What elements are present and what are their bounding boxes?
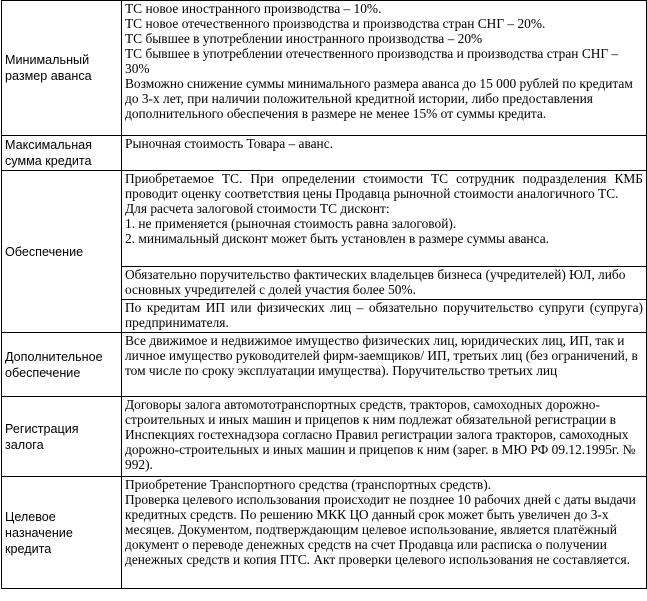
row-content (122, 136, 647, 171)
text-line: Договоры залога автомототранспортных средств, тракторов, самоходных дорожно-строительных и иных машин и прицепов к ним подлежат обязательной регистрации в Инспекциях гостехнадзора согласно Правил регистрации залога тракторов, самоходных дорожно-строительных и иных машин и прицепов к ним (зарег. в МЮ РФ 09.12.1995г. № 992). (125, 397, 636, 472)
row-content (122, 267, 647, 300)
row-label: Дополнительное обеспечение (2, 333, 122, 397)
text-line: ТС новое иностранного производства – 10%. (125, 1, 382, 16)
loan-terms-table (1, 0, 647, 589)
text-line: ТС новое отечественного производства и производства стран СНГ – 20%. (125, 16, 546, 31)
text-line: 2. минимальный дисконт может быть установлен в размере суммы аванса. (125, 231, 549, 246)
row-content (122, 1, 647, 136)
text-line: Рыночная стоимость Товара – аванс. (125, 136, 334, 151)
table-row (2, 1, 647, 136)
row-label: Обеспечение (2, 171, 122, 333)
text-line: Обязательно поручительство фактических владельцев бизнеса (учредителей) ЮЛ, либо основных учредителей с долей участия более 50%. (125, 267, 626, 297)
table-row (2, 136, 647, 171)
text-line: По кредитам ИП или физических лиц – обязательно поручительство супруги (супруга) предпринимателя. (125, 300, 643, 330)
text-line: ТС бывшее в употреблении иностранного производства – 20% (125, 31, 483, 46)
table-row (2, 333, 647, 397)
row-label: Максимальная сумма кредита (2, 136, 122, 171)
text-line: Проверка целевого использования происходит не позднее 10 рабочих дней с даты выдачи кредитных средств. По решению МКК ЦО данный срок может быть увеличен до 3-х месяцев. Документом, подтверждающим целевое использование, является платёжный документ о переводе денежных средств на счет Продавца или расписка о получении денежных средств и копия ПТС. Акт проверки целевого использования не составляется. (125, 492, 636, 567)
row-content (122, 397, 647, 477)
row-label: Регистрация залога (2, 397, 122, 477)
text-line: Для расчета залоговой стоимости ТС дисконт: (125, 201, 390, 216)
text-line: Возможно снижение суммы минимального размера аванса до 15 000 рублей по кредитам до 3-х лет, при наличии положительной кредитной истории, либо предоставления дополнительного обеспечения в размере не менее 15% от суммы кредита. (125, 76, 633, 121)
text-line: Все движимое и недвижимое имущество физических лиц, юридических лиц, ИП, так и личное имущество руководителей фирм-заемщиков/ ИП, третьих лиц (без ограничений, в том числе по сроку эксплуатации имущества). Поручительство третьих лиц (125, 333, 638, 378)
row-content (122, 171, 647, 267)
text-line: ТС бывшее в употреблении отечественного производства и производства стран СНГ – 30% (125, 46, 619, 76)
text-line: Приобретение Транспортного средства (транспортных средств). (125, 477, 492, 492)
row-content (122, 477, 647, 589)
text-line: 1. не применяется (рыночная стоимость равна залоговой). (125, 216, 457, 231)
row-label: Целевое назначение кредита (2, 477, 122, 589)
table-row (2, 171, 647, 267)
text-line: Приобретаемое ТС. При определении стоимости ТС сотрудник подразделения КМБ проводит оценку соответствия цены Продавца рыночной стоимости аналогичного ТС. (125, 171, 643, 201)
row-content (122, 333, 647, 397)
row-label: Минимальный размер аванса (2, 1, 122, 136)
table-row (2, 477, 647, 589)
table-row (2, 397, 647, 477)
row-content (122, 300, 647, 333)
